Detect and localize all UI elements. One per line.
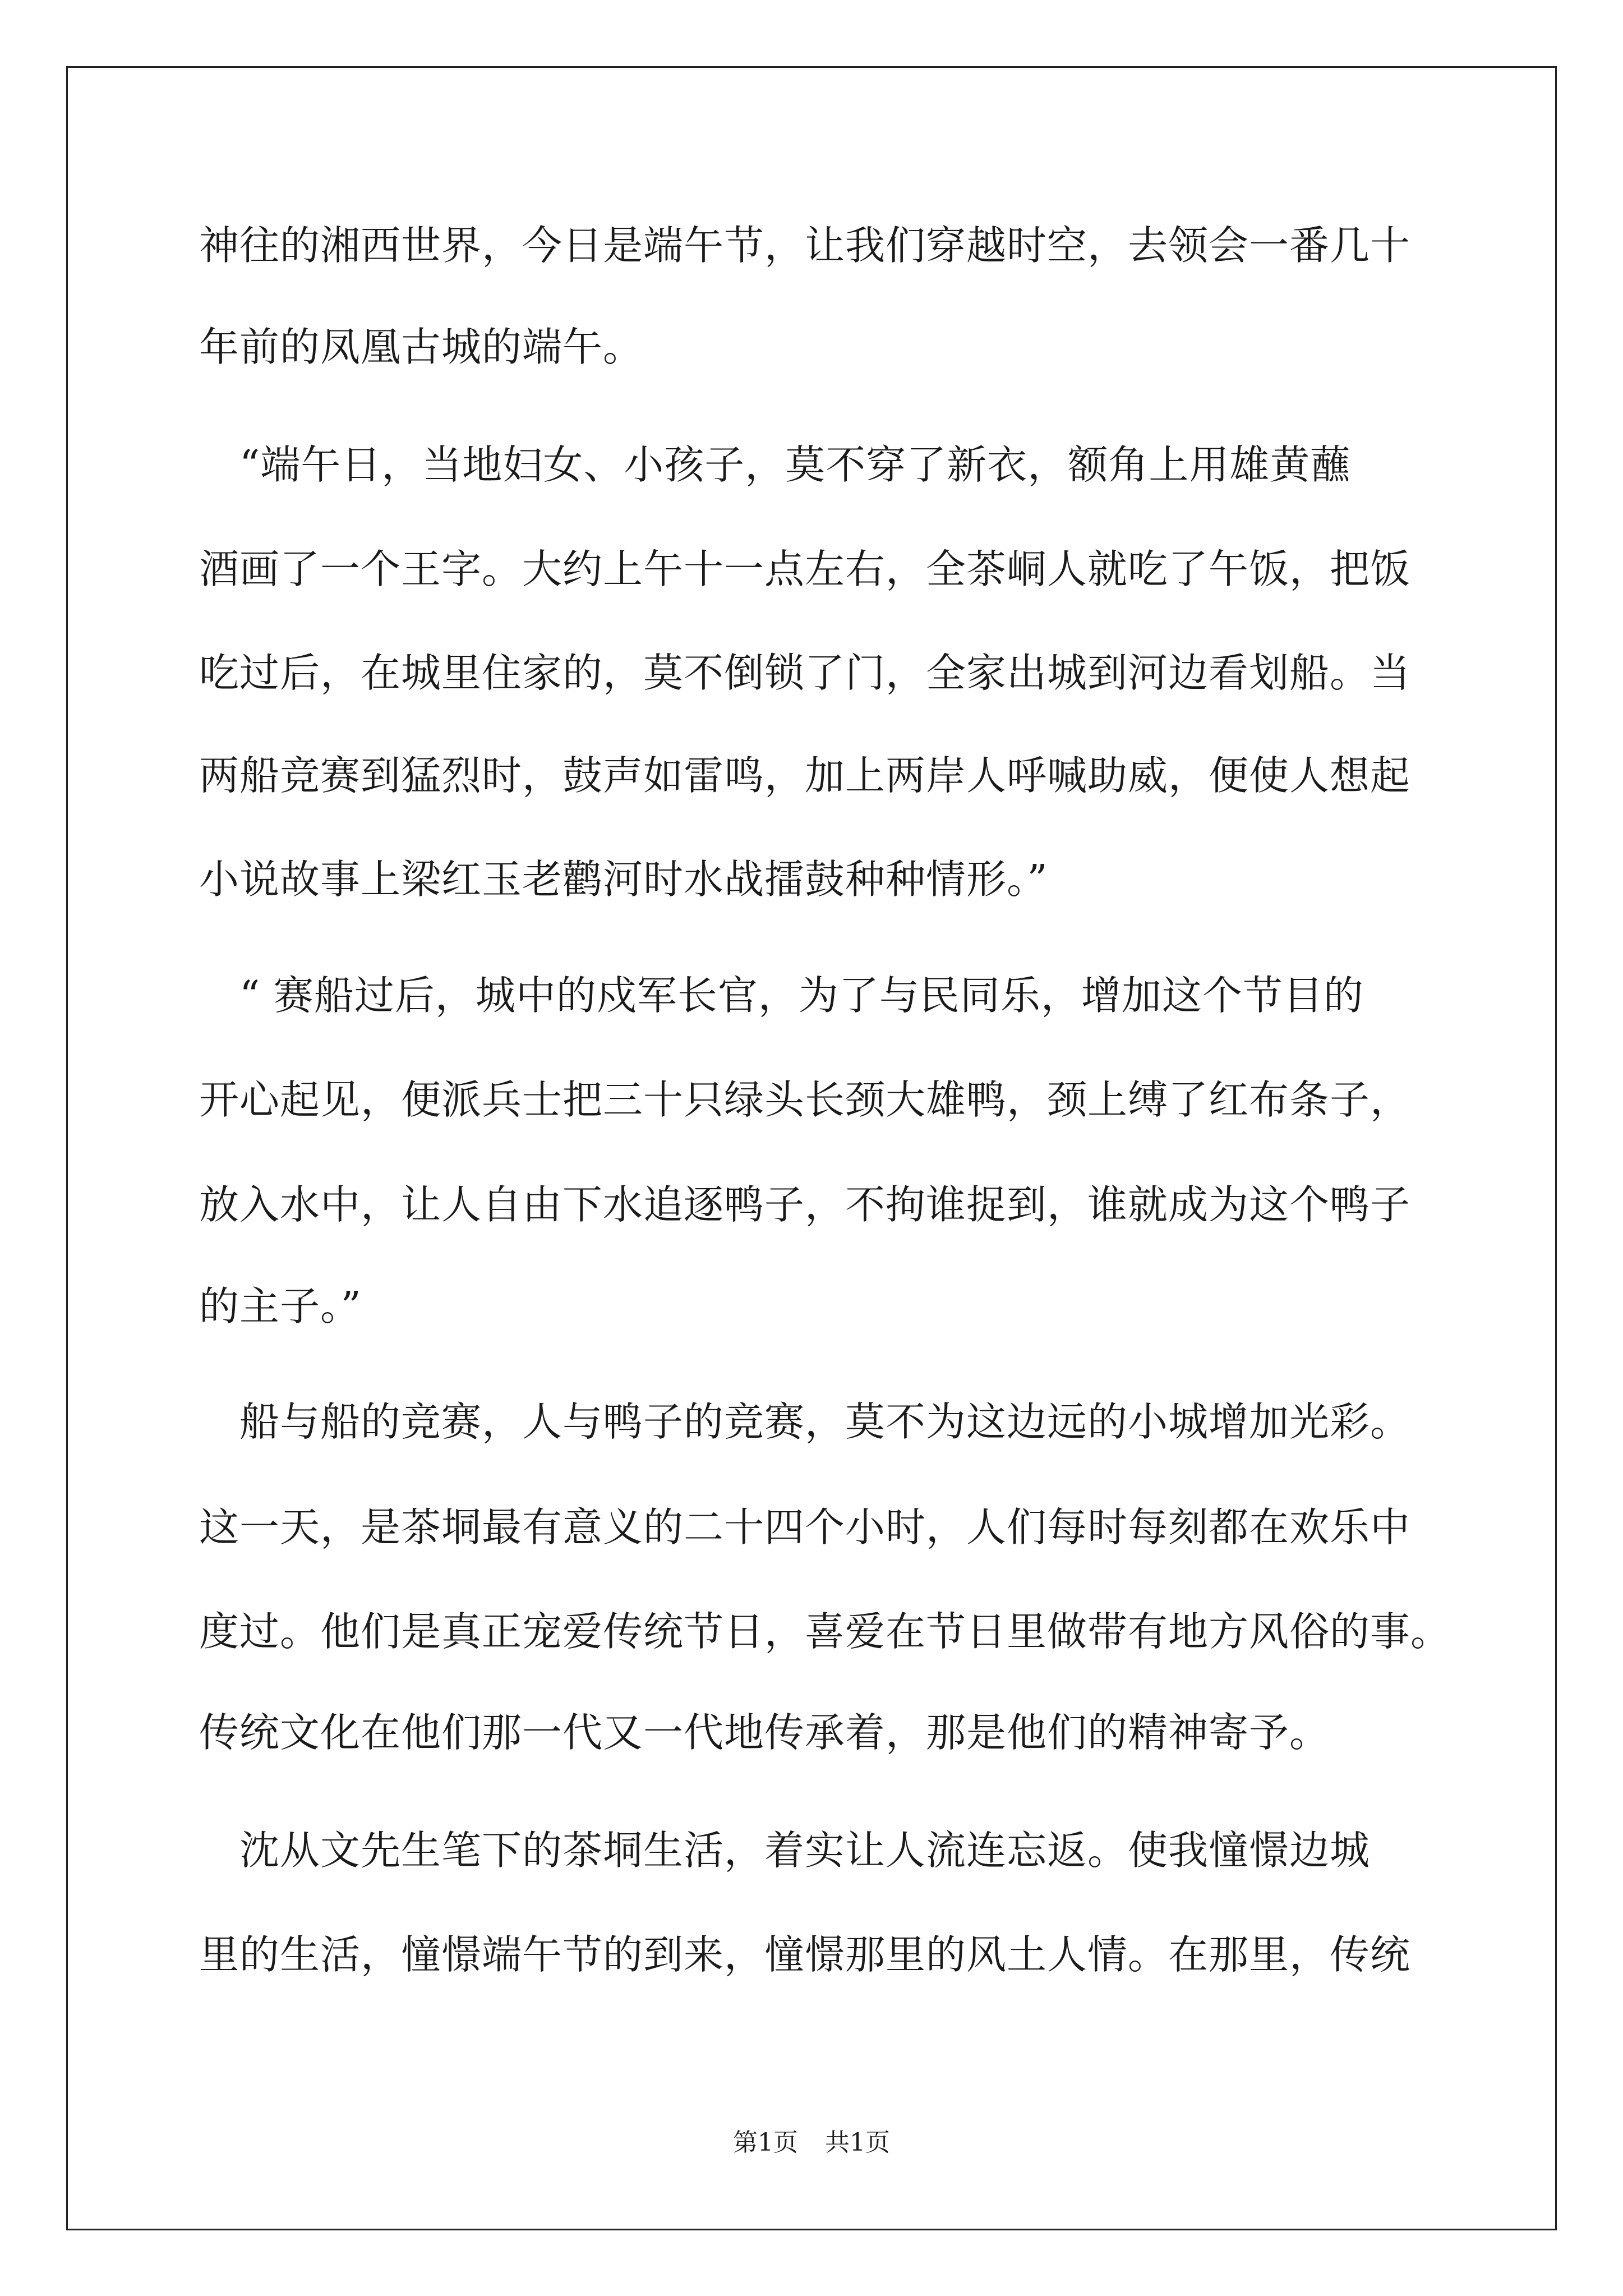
text-line-10: 放入水中，让人自由下水追逐鸭子，不拘谁捉到，谁就成为这个鸭子 bbox=[199, 1181, 1411, 1228]
page-border bbox=[66, 66, 1557, 2230]
page-number: 第1页 bbox=[733, 2128, 798, 2157]
text-line-6: 两船竞赛到猛烈时，鼓声如雷鸣，加上两岸人呼喊助威，便使人想起 bbox=[199, 752, 1411, 799]
page-total: 共1页 bbox=[825, 2128, 890, 2157]
text-line-17: 里的生活，憧憬端午节的到来，憧憬那里的风土人情。在那里，传统 bbox=[199, 1931, 1411, 1978]
text-line-12: 船与船的竞赛，人与鸭子的竞赛，莫不为这边远的小城增加光彩。 bbox=[199, 1398, 1411, 1445]
text-line-8: “ 赛船过后，城中的戍军长官，为了与民同乐，增加这个节目的 bbox=[199, 972, 1364, 1019]
text-line-16: 沈从文先生笔下的茶垌生活，着实让人流连忘返。使我憧憬边城 bbox=[199, 1827, 1371, 1874]
text-line-13: 这一天，是茶垌最有意义的二十四个小时，人们每时每刻都在欢乐中 bbox=[199, 1504, 1411, 1550]
text-line-1: 神往的湘西世界，今日是端午节，让我们穿越时空，去领会一番几十 bbox=[199, 222, 1411, 269]
text-line-11: 的主子。” bbox=[199, 1283, 362, 1329]
page-footer bbox=[0, 2127, 1623, 2159]
text-line-4: 酒画了一个王字。大约上午十一点左右，全茶峒人就吃了午饭，把饭 bbox=[199, 546, 1411, 592]
text-line-14: 度过。他们是真正宠爱传统节日，喜爱在节日里做带有地方风俗的事。 bbox=[199, 1608, 1451, 1655]
text-line-15: 传统文化在他们那一代又一代地传承着，那是他们的精神寄予。 bbox=[199, 1709, 1330, 1756]
text-line-9: 开心起见，便派兵士把三十只绿头长颈大雄鸭，颈上缚了红布条子， bbox=[199, 1076, 1411, 1123]
text-line-7: 小说故事上梁红玉老鹳河时水战擂鼓种种情形。” bbox=[199, 856, 1048, 903]
text-line-5: 吃过后，在城里住家的，莫不倒锁了门，全家出城到河边看划船。当 bbox=[199, 650, 1411, 696]
text-line-3: “端午日，当地妇女、小孩子，莫不穿了新衣，额角上用雄黄蘸 bbox=[199, 441, 1351, 488]
text-line-2: 年前的凤凰古城的端午。 bbox=[199, 324, 644, 370]
